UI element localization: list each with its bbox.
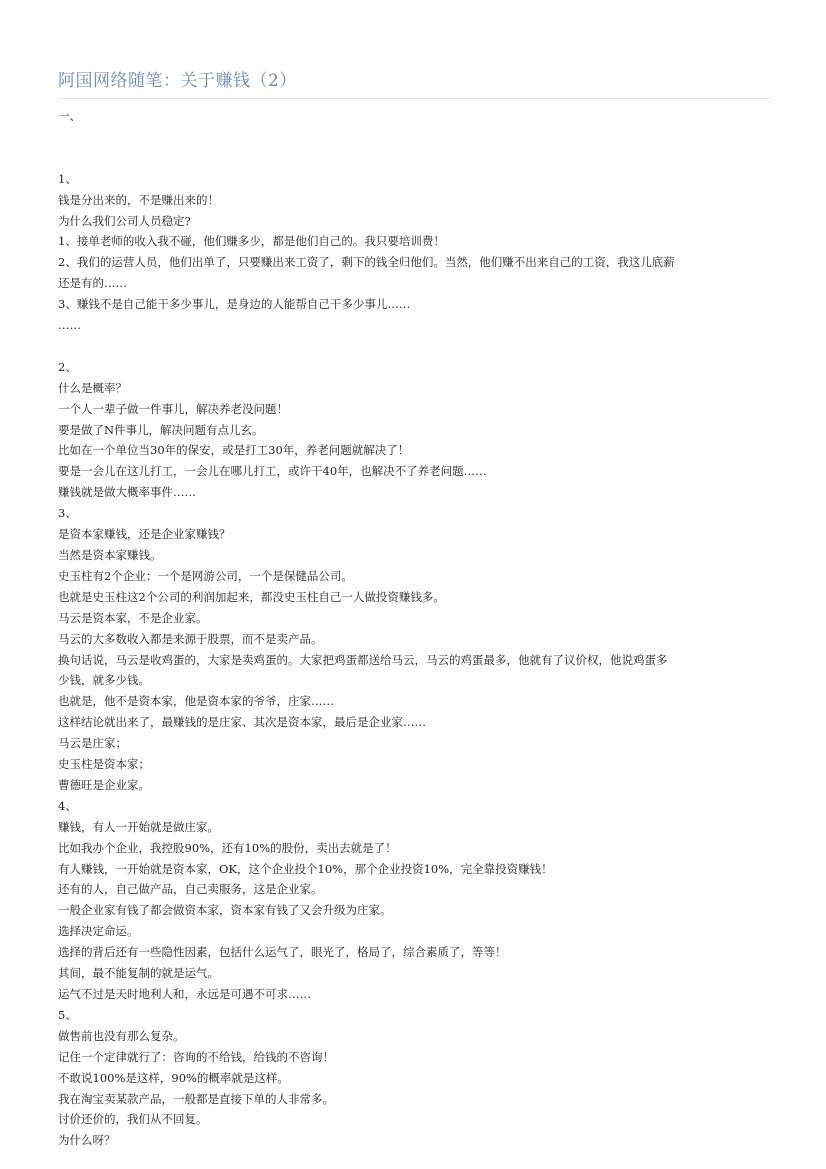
text-line: 记住一个定律就行了：咨询的不给钱，给钱的不咨询！ — [58, 1049, 334, 1064]
text-line: 史玉柱有2个企业：一个是网游公司，一个是保健品公司。 — [58, 568, 353, 583]
text-line: 3、赚钱不是自己能干多少事儿，是身边的人能帮自己干多少事儿…… — [58, 297, 411, 312]
text-line: 5、 — [58, 1007, 77, 1022]
text-line: 选择的背后还有一些隐性因素，包括什么运气了，眼光了，格局了，综合素质了，等等！ — [58, 945, 507, 960]
text-line: 选择决定命运。 — [58, 924, 139, 939]
text-line: 讨价还价的，我们从不回复。 — [58, 1112, 208, 1127]
text-line: 还是有的…… — [58, 276, 127, 291]
text-line: 1、接单老师的收入我不碰，他们赚多少，都是他们自己的。我只要培训费！ — [58, 234, 445, 249]
text-line: 4、 — [58, 798, 77, 813]
text-line: 要是一会儿在这儿打工，一会儿在哪儿打工，或许干40年，也解决不了养老问题…… — [58, 464, 487, 479]
text-line: 换句话说，马云是收鸡蛋的，大家是卖鸡蛋的。大家把鸡蛋都送给马云，马云的鸡蛋最多，他就有了议价权，他说鸡蛋多 — [58, 652, 668, 667]
text-line — [58, 336, 772, 357]
title-divider — [58, 98, 770, 99]
text-line: 我在淘宝卖某款产品，一般都是直接下单的人非常多。 — [58, 1091, 334, 1106]
text-line: 赚钱就是做大概率事件…… — [58, 485, 196, 500]
text-line — [58, 148, 772, 169]
text-line: 还有的人，自己做产品，自己卖服务，这是企业家。 — [58, 882, 323, 897]
text-line: 2、 — [58, 359, 77, 374]
text-line: 比如在一个单位当30年的保安，或是打工30年，养老问题就解决了！ — [58, 443, 410, 458]
text-line: 不敢说100%是这样，90%的概率就是这样。 — [58, 1070, 289, 1085]
text-line: 这样结论就出来了，最赚钱的是庄家、其次是资本家，最后是企业家…… — [58, 715, 426, 730]
text-line: 曹德旺是企业家。 — [58, 777, 150, 792]
text-line: 什么是概率？ — [58, 380, 127, 395]
document-body — [58, 106, 772, 1151]
text-line: 做售前也没有那么复杂。 — [58, 1028, 185, 1043]
text-line: 也就是，他不是资本家，他是资本家的爷爷，庄家…… — [58, 694, 334, 709]
text-line: 比如我办个企业，我控股90%，还有10%的股份，卖出去就是了！ — [58, 840, 397, 855]
text-line: 也就是史玉柱这2个公司的利润加起来，都没史玉柱自己一人做投资赚钱多。 — [58, 589, 445, 604]
text-line — [58, 127, 772, 148]
text-line: 当然是资本家赚钱。 — [58, 547, 162, 562]
text-line: 有人赚钱，一开始就是资本家，OK，这个企业投个10%，那个企业投资10%，完全靠投资赚钱！ — [58, 861, 553, 876]
text-line: 马云是资本家，不是企业家。 — [58, 610, 208, 625]
text-line: 一个人一辈子做一件事儿，解决养老没问题！ — [58, 401, 288, 416]
text-line: 运气不过是天时地利人和，永远是可遇不可求…… — [58, 987, 311, 1002]
text-line: …… — [58, 318, 81, 333]
text-line: 一般企业家有钱了都会做资本家，资本家有钱了又会升级为庄家。 — [58, 903, 392, 918]
text-line: 为什么我们公司人员稳定? — [58, 213, 191, 228]
text-line: 赚钱，有人一开始就是做庄家。 — [58, 819, 219, 834]
text-line: 是资本家赚钱，还是企业家赚钱？ — [58, 527, 231, 542]
text-line: 2、我们的运营人员，他们出单了，只要赚出来工资了，剩下的钱全归他们。当然，他们赚不出来自己的工资，我这儿底薪 — [58, 255, 675, 270]
text-line: 其间，最不能复制的就是运气。 — [58, 966, 219, 981]
text-line: 3、 — [58, 506, 77, 521]
text-line: 一、 — [58, 109, 81, 123]
text-line: 1、 — [58, 171, 77, 186]
text-line: 马云的大多数收入都是来源于股票，而不是卖产品。 — [58, 631, 323, 646]
text-line: 少钱，就多少钱。 — [58, 673, 150, 688]
text-line: 要是做了N件事儿，解决问题有点儿玄。 — [58, 422, 264, 437]
text-line: 钱是分出来的，不是赚出来的！ — [58, 192, 219, 207]
document-title: 阿国网络随笔：关于赚钱（2） — [58, 71, 297, 91]
text-line: 马云是庄家； — [58, 736, 127, 751]
text-line: 为什么呀？ — [58, 1133, 116, 1148]
text-line: 史玉柱是资本家； — [58, 757, 150, 772]
